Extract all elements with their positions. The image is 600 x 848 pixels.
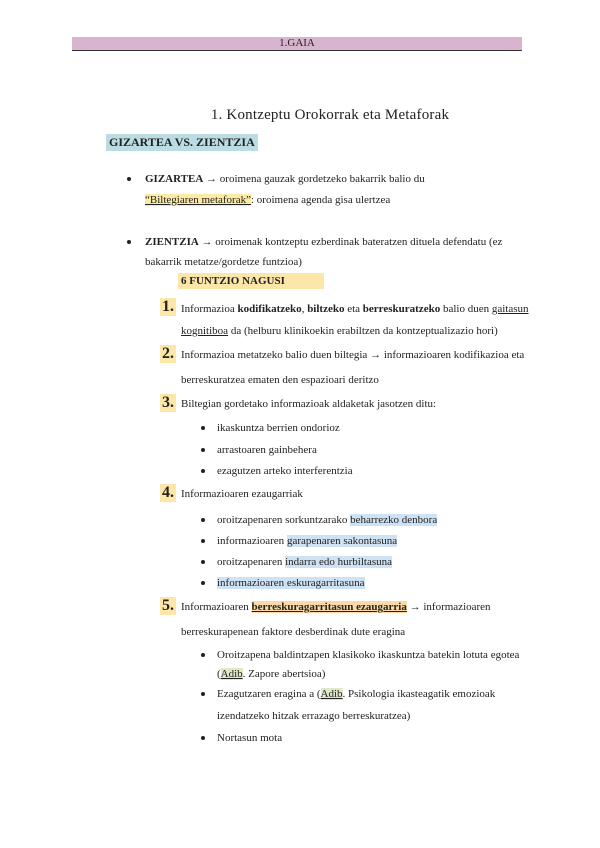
- item-number: 1.: [162, 298, 174, 315]
- zientzia-line2: bakarrik metatze/gordetze funtzioa): [145, 256, 302, 268]
- list-item: [217, 576, 365, 590]
- berreskuratzeko: berreskuratzeko: [362, 303, 441, 315]
- zientzia-term: ZIENTZIA: [145, 236, 199, 248]
- adib: Adib: [220, 668, 243, 680]
- header-bar: [72, 37, 522, 51]
- text: → informazioaren: [406, 601, 491, 613]
- bullet-dot: [127, 240, 131, 244]
- bullet-dot: [201, 469, 205, 473]
- list-item: Oroitzapena baldintzapen klasikoko ikaskuntza batekin lotuta egotea: [217, 649, 520, 661]
- item1-line2: [181, 324, 498, 338]
- bullet-dot: [201, 581, 205, 585]
- item5-line1: [181, 600, 491, 614]
- bullet-dot: [127, 177, 131, 181]
- list-item: [217, 513, 437, 527]
- gizartea-text: → oroimena gauzak gordetzeko bakarrik balio du: [206, 173, 425, 185]
- highlight: beharrezko denbora: [350, 514, 438, 526]
- text: Ezagutzaren eragina a (: [217, 688, 321, 700]
- text: Informazioa: [181, 303, 238, 315]
- list-item: arrastoaren gainbehera: [217, 444, 317, 456]
- item3-line1: Biltegian gordetako informazioak aldaketak jasotzen ditu:: [181, 398, 437, 410]
- text: informazioaren: [217, 535, 287, 547]
- item5-line2: berreskurapenean faktore desberdinak dute eragina: [181, 626, 406, 638]
- zientzia-line1: [145, 235, 502, 249]
- highlight: indarra edo hurbiltasuna: [285, 556, 393, 568]
- text: balio duen: [440, 303, 492, 315]
- item2-line2: berreskuratzea ematen den espazioari deritzo: [181, 374, 379, 386]
- item-number: 3.: [162, 394, 174, 411]
- item-number: 5.: [162, 597, 174, 614]
- biltegi-metaphor: “Biltegiaren metaforak”: [145, 194, 251, 206]
- kodifikatzeko: kodifikatzeko: [237, 303, 302, 315]
- text: oroitzapenaren: [217, 556, 286, 568]
- list-item: [217, 534, 397, 548]
- gizartea-line1: [145, 172, 425, 186]
- page-title: 1. Kontzeptu Orokorrak eta Metaforak: [210, 107, 450, 123]
- bullet-dot: [201, 560, 205, 564]
- item-number: 4.: [162, 484, 174, 501]
- gizartea-line2: [145, 193, 390, 207]
- zientzia-text: → oroimenak kontzeptu ezberdinak bateratzen dituela defendatu (ez: [201, 236, 503, 248]
- text: da (helburu klinikoekin erabiltzen da kontzeptualizazio hori): [228, 325, 498, 337]
- bullet-dot: [201, 692, 205, 696]
- text: (: [217, 668, 221, 680]
- adib: Adib: [320, 688, 343, 700]
- text: . Psikologia ikasteagatik emozioak: [342, 688, 496, 700]
- text: Informazioaren: [181, 601, 252, 613]
- text: oroitzapenaren sorkuntzarako: [217, 514, 351, 526]
- bullet-dot: [201, 539, 205, 543]
- text: . Zapore abertsioa): [242, 668, 326, 680]
- text: ,: [301, 303, 308, 315]
- section-heading: GIZARTEA VS. ZIENTZIA: [106, 134, 258, 151]
- biltzeko: biltzeko: [307, 303, 345, 315]
- item-number: 2.: [162, 345, 174, 362]
- berreskuragarritasun-ezaugarria: berreskuragarritasun ezaugarria: [251, 601, 407, 613]
- list-item-cont: [217, 667, 325, 681]
- bullet-dot: [201, 448, 205, 452]
- funtzioak-heading: 6 FUNTZIO NAGUSI: [178, 273, 324, 289]
- bullet-dot: [201, 426, 205, 430]
- item4-line1: Informazioaren ezaugarriak: [181, 488, 303, 500]
- chapter-label: 1.GAIA: [279, 37, 315, 49]
- list-item-cont: izendatzeko hitzak errazago berreskuratzea): [217, 710, 411, 722]
- item2-line1: Informazioa metatzeko balio duen biltegia → informazioaren kodifikazioa eta: [181, 349, 525, 361]
- highlight: informazioaren eskuragarritasuna: [217, 577, 365, 589]
- list-item: [217, 555, 392, 569]
- list-item: ikaskuntza berrien ondorioz: [217, 422, 340, 434]
- item1-line1: [181, 302, 529, 316]
- gizartea-text2: : oroimena agenda gisa ulertzea: [250, 194, 391, 206]
- bullet-dot: [201, 518, 205, 522]
- list-item: [217, 687, 495, 701]
- bullet-dot: [201, 653, 205, 657]
- list-item: ezagutzen arteko interferentzia: [217, 465, 353, 477]
- highlight: garapenaren sakontasuna: [286, 535, 398, 547]
- list-item: Nortasun mota: [217, 732, 283, 744]
- kognitiboa: kognitiboa: [181, 325, 229, 337]
- gizartea-term: GIZARTEA: [145, 173, 204, 185]
- gaitasun: gaitasun: [491, 303, 529, 315]
- text: eta: [344, 303, 363, 315]
- bullet-dot: [201, 736, 205, 740]
